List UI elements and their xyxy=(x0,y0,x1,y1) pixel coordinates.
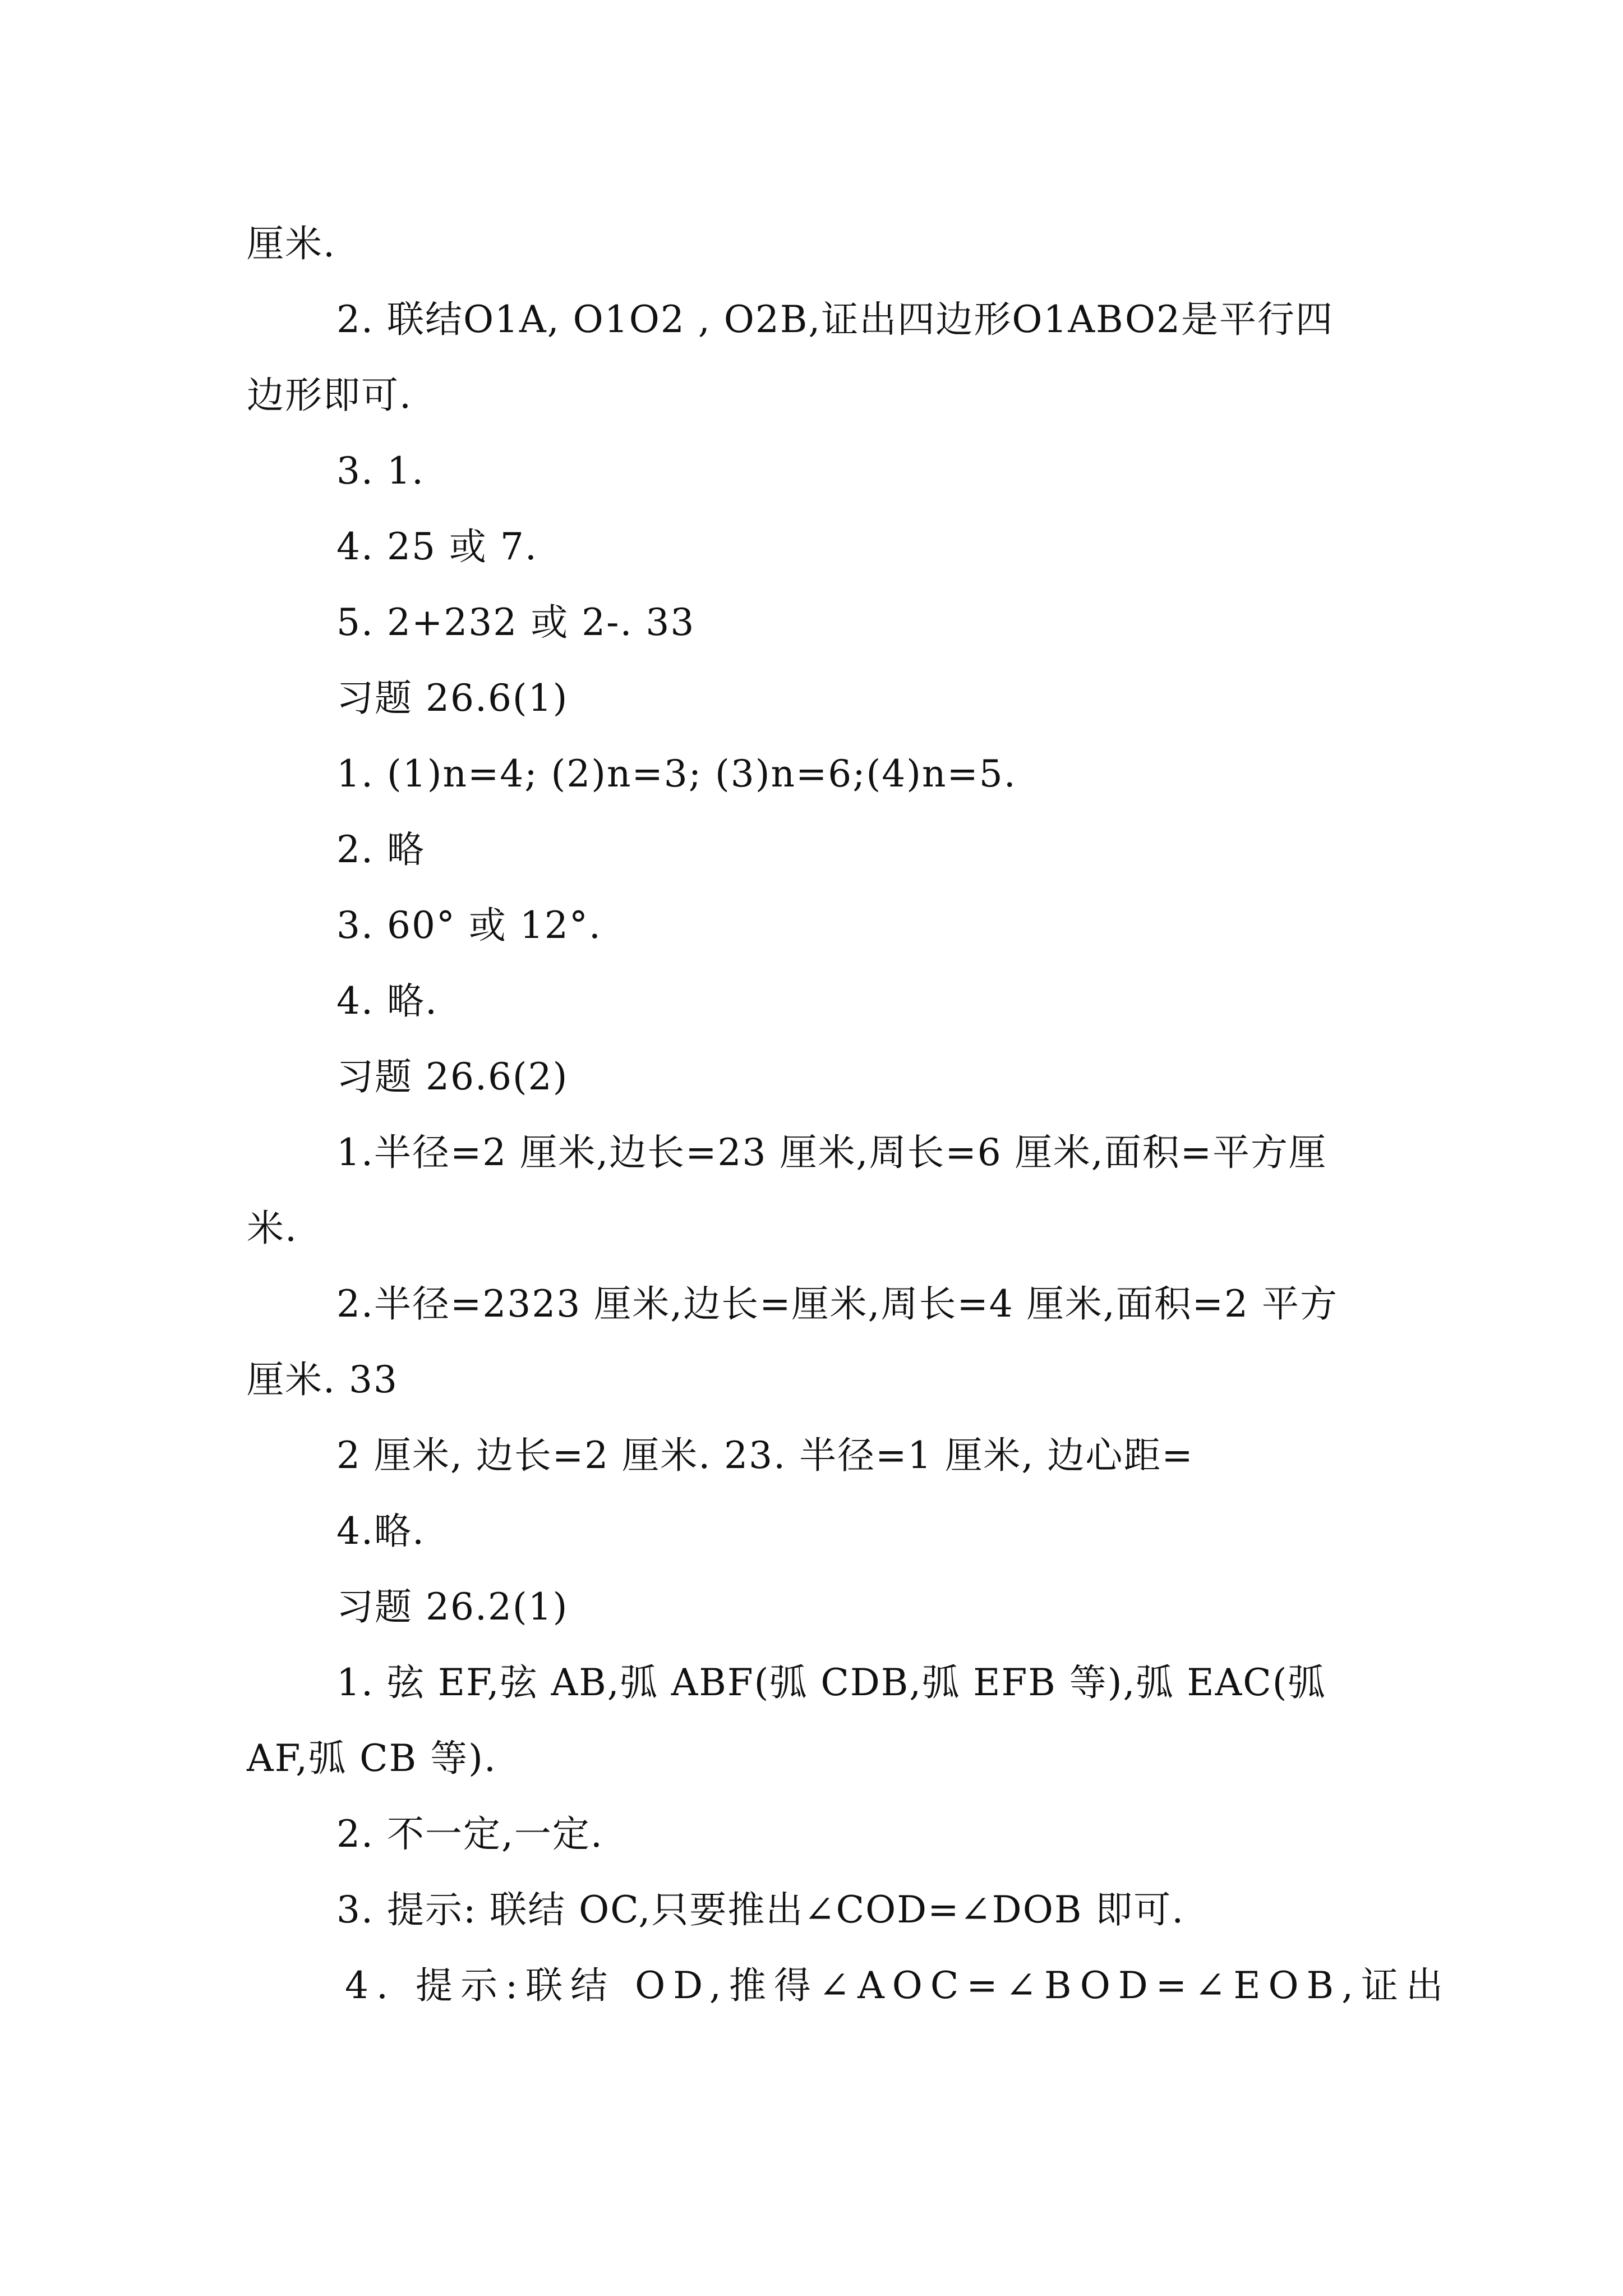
text-line: AF,弧 CB 等). xyxy=(247,1737,497,1780)
text-line: 米. xyxy=(247,1207,298,1250)
text-line: 2.半径=2323 厘米,边长=厘米,周长=4 厘米,面积=2 平方 xyxy=(336,1282,1338,1326)
text-line: 4. 提示:联结 OD,推得∠AOC=∠BOD=∠EOB,证出 xyxy=(345,1964,1451,2007)
text-line: 1. (1)n=4; (2)n=3; (3)n=6;(4)n=5. xyxy=(336,752,1017,795)
text-line: 3. 60° 或 12°. xyxy=(336,904,602,947)
text-line: 厘米. xyxy=(247,222,336,265)
section-heading: 习题 26.6(2) xyxy=(336,1055,569,1098)
text-line: 3. 提示: 联结 OC,只要推出∠COD=∠DOB 即可. xyxy=(336,1888,1185,1931)
text-line: 5. 2+232 或 2-. 33 xyxy=(336,601,695,644)
text-line: 3. 1. xyxy=(336,449,425,493)
text-line: 厘米. 33 xyxy=(247,1358,398,1401)
text-line: 2 厘米, 边长=2 厘米. 23. 半径=1 厘米, 边心距= xyxy=(336,1434,1194,1477)
text-line: 1. 弦 EF,弦 AB,弧 ABF(弧 CDB,弧 EFB 等),弧 EAC(弧 xyxy=(336,1661,1326,1704)
text-line: 2. 联结O1A, O1O2 , O2B,证出四边形O1ABO2是平行四 xyxy=(336,298,1334,341)
text-line: 2. 不一定,一定. xyxy=(336,1812,603,1856)
section-heading: 习题 26.2(1) xyxy=(336,1585,569,1628)
text-line: 4.略. xyxy=(336,1510,425,1553)
text-line: 4. 25 或 7. xyxy=(336,525,538,568)
section-heading: 习题 26.6(1) xyxy=(336,677,569,720)
text-line: 1.半径=2 厘米,边长=23 厘米,周长=6 厘米,面积=平方厘 xyxy=(336,1131,1327,1174)
text-line: 边形即可. xyxy=(247,374,412,417)
text-line: 2. 略 xyxy=(336,828,425,871)
text-line: 4. 略. xyxy=(336,979,438,1023)
